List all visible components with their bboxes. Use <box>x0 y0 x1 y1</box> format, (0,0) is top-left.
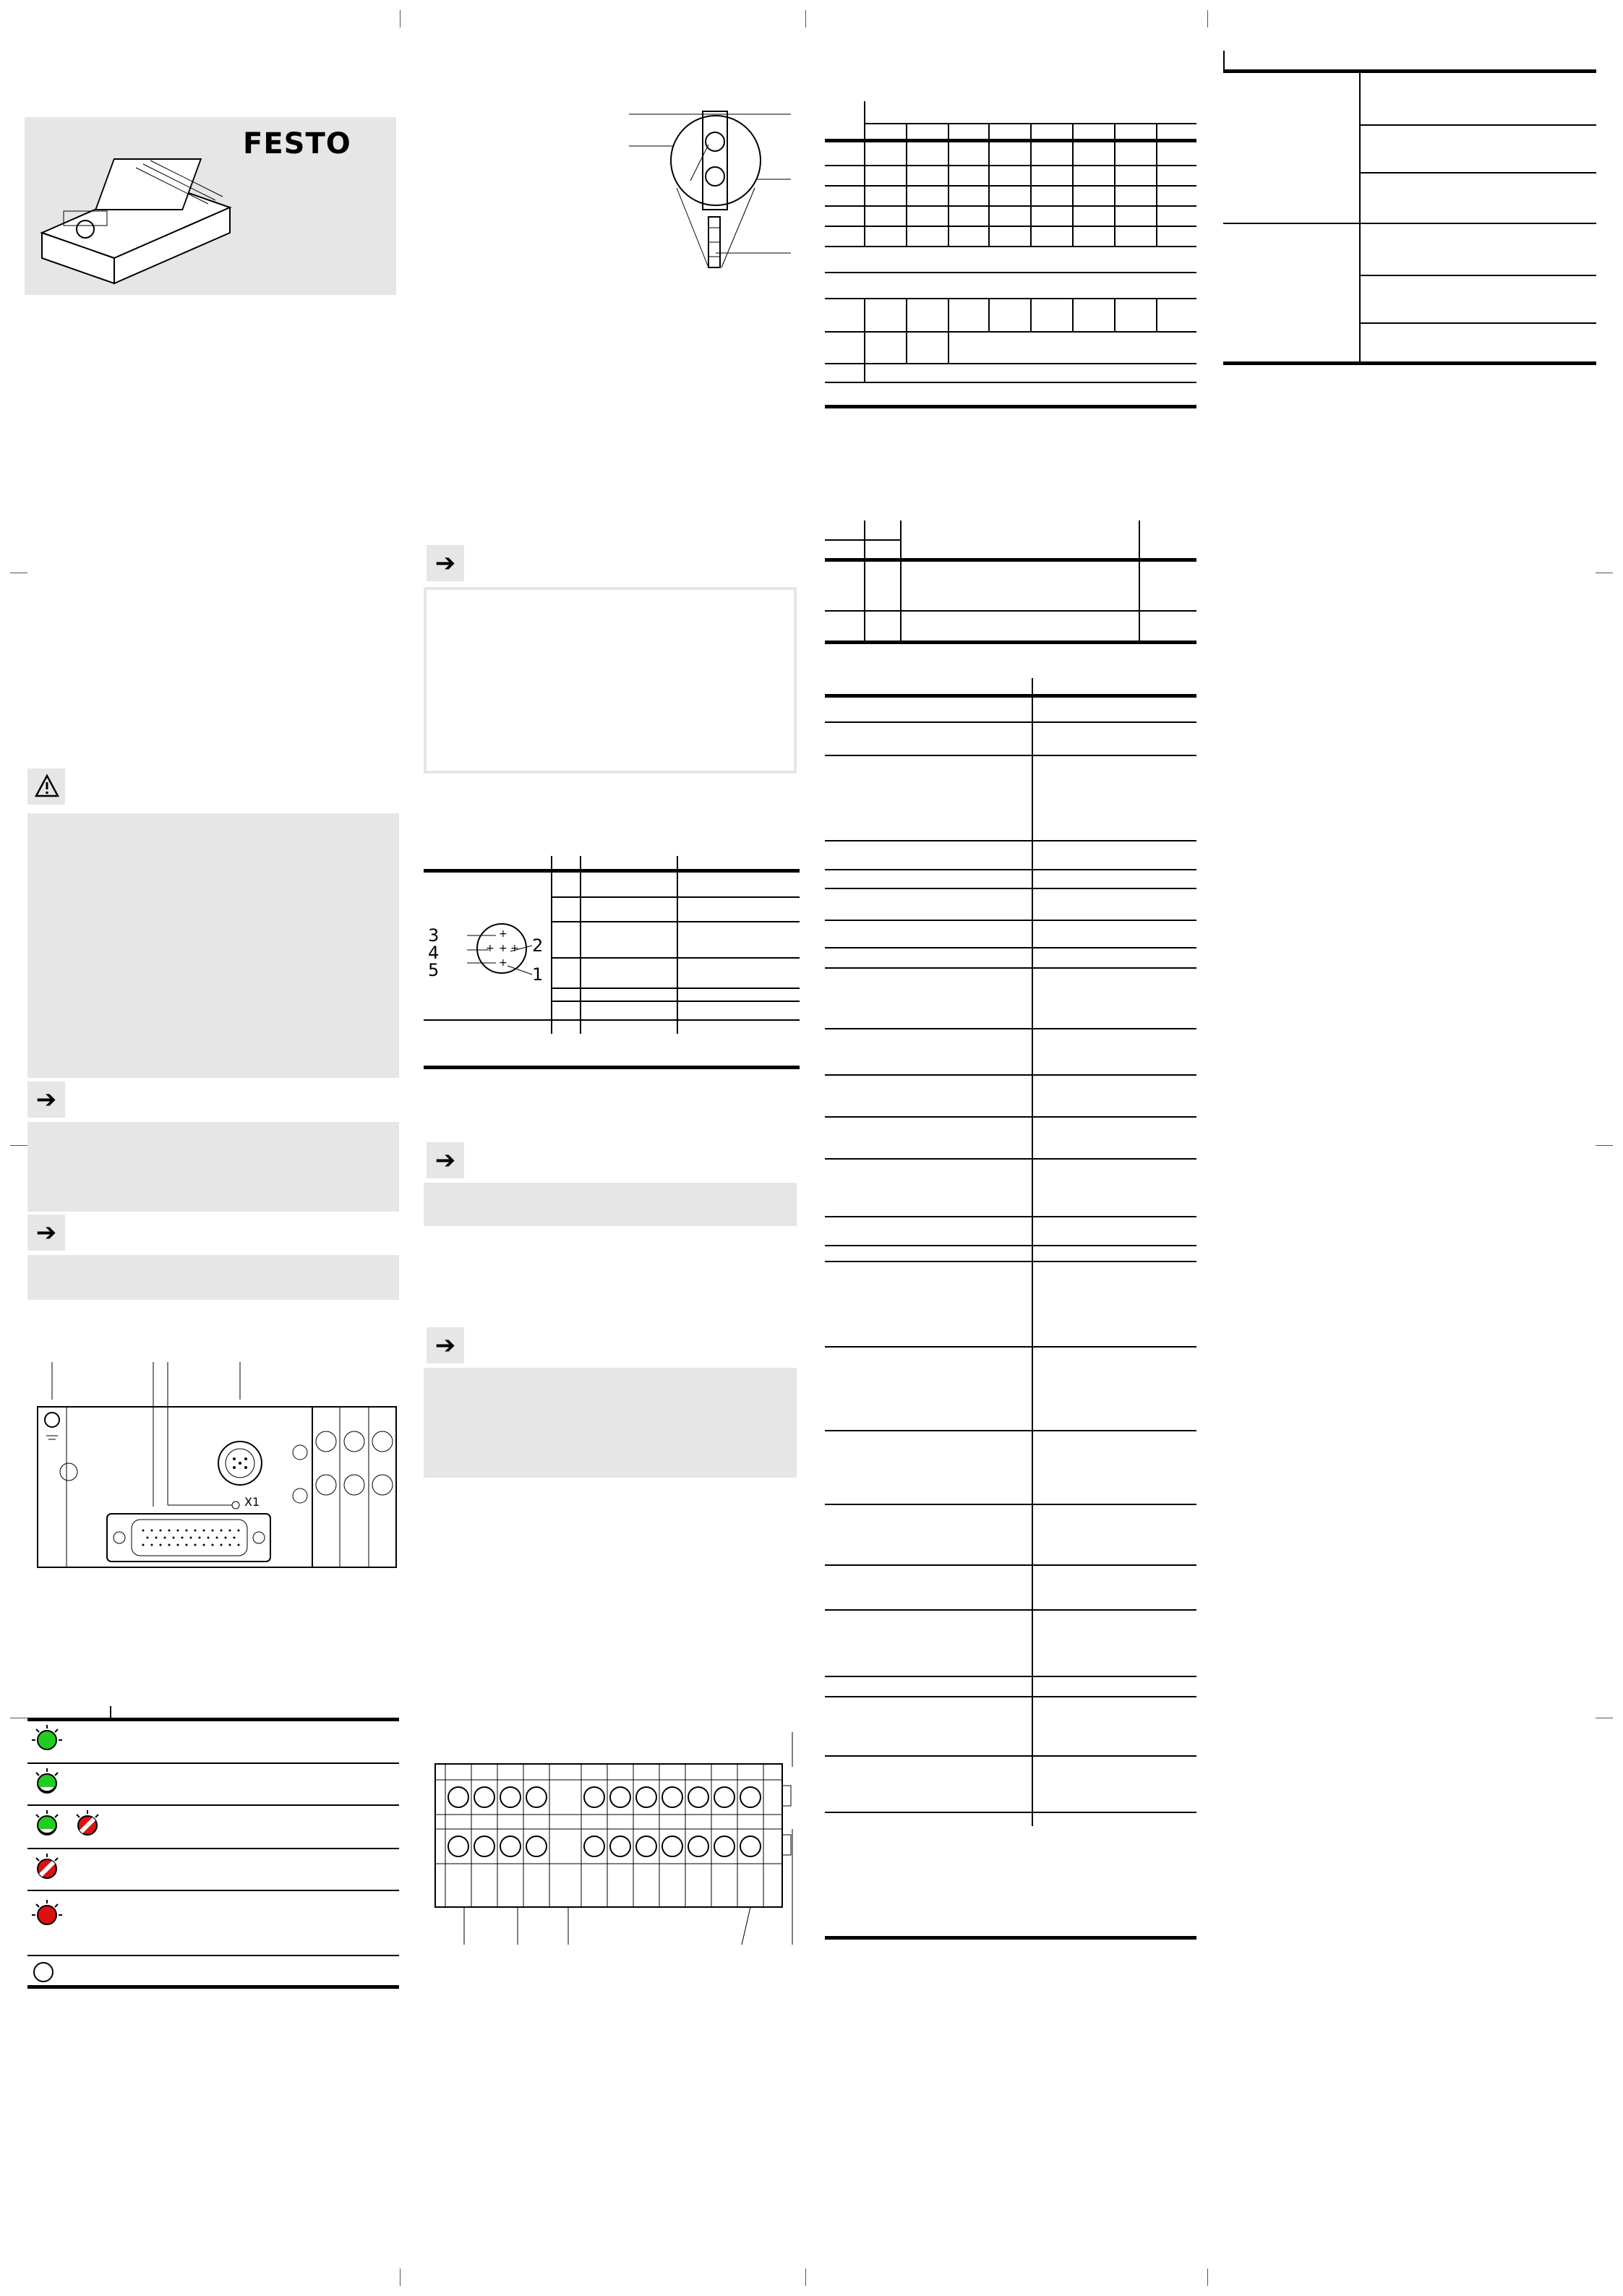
svg-text:+: + <box>499 957 508 969</box>
connector-x1-label: X1 <box>244 1495 260 1509</box>
pin-label-2: 2 <box>532 935 544 956</box>
product-header <box>25 117 396 295</box>
led-off-icon <box>30 1959 64 1992</box>
pin-assignment-table <box>424 856 800 1073</box>
note-icon-5: ➔ <box>427 1327 464 1363</box>
note-icon-2: ➔ <box>27 1215 65 1251</box>
pin-label-5: 5 <box>428 960 440 980</box>
led-red-flashing-icon <box>30 1852 64 1885</box>
led-table <box>27 1706 399 1995</box>
warning-icon-box <box>27 768 65 805</box>
crop-mark-bottom-3 <box>1207 2269 1208 2286</box>
warning-box <box>27 813 399 1078</box>
technical-data-grid <box>825 101 1196 412</box>
note-box-4 <box>424 1183 797 1226</box>
pin-label-1: 1 <box>532 964 544 985</box>
svg-text:+: + <box>510 943 519 954</box>
connection-view-drawing <box>29 1362 398 1572</box>
festo-logo: FESTO <box>243 127 351 160</box>
note-icon-1: ➔ <box>27 1081 65 1118</box>
led-green-flashing-slow-icon <box>30 1767 64 1800</box>
crop-mark-top-3 <box>1207 10 1208 27</box>
valve-terminal-illustration <box>35 139 252 291</box>
technical-data-table <box>825 678 1196 1943</box>
detail-magnifier-drawing <box>629 101 795 275</box>
crop-mark-bottom-2 <box>805 2269 806 2286</box>
note-box-3 <box>424 587 797 774</box>
svg-text:+: + <box>486 943 494 954</box>
pin-label-4: 4 <box>428 943 440 963</box>
small-spec-table <box>825 521 1196 651</box>
crop-mark-left-2 <box>10 1145 27 1146</box>
crop-mark-top-2 <box>805 10 806 27</box>
led-red-flashing-icon <box>71 1809 104 1842</box>
note-box-2 <box>27 1255 399 1300</box>
valve-row-drawing <box>432 1728 801 1945</box>
note-box-5 <box>424 1368 797 1478</box>
crop-mark-bottom-1 <box>400 2269 401 2286</box>
accessories-table <box>1223 51 1596 369</box>
led-red-on-icon <box>30 1898 64 1932</box>
note-icon-3: ➔ <box>427 545 464 581</box>
crop-mark-top-1 <box>400 10 401 27</box>
svg-text:+: + <box>499 943 508 954</box>
svg-text:+: + <box>499 928 508 940</box>
note-box-1 <box>27 1122 399 1212</box>
led-green-flashing-icon <box>30 1809 64 1842</box>
pin-label-3: 3 <box>428 925 440 946</box>
led-green-flashing-icon <box>30 1723 64 1757</box>
note-icon-4: ➔ <box>427 1142 464 1178</box>
crop-mark-right-2 <box>1596 1145 1613 1146</box>
warning-triangle-icon <box>35 774 59 797</box>
